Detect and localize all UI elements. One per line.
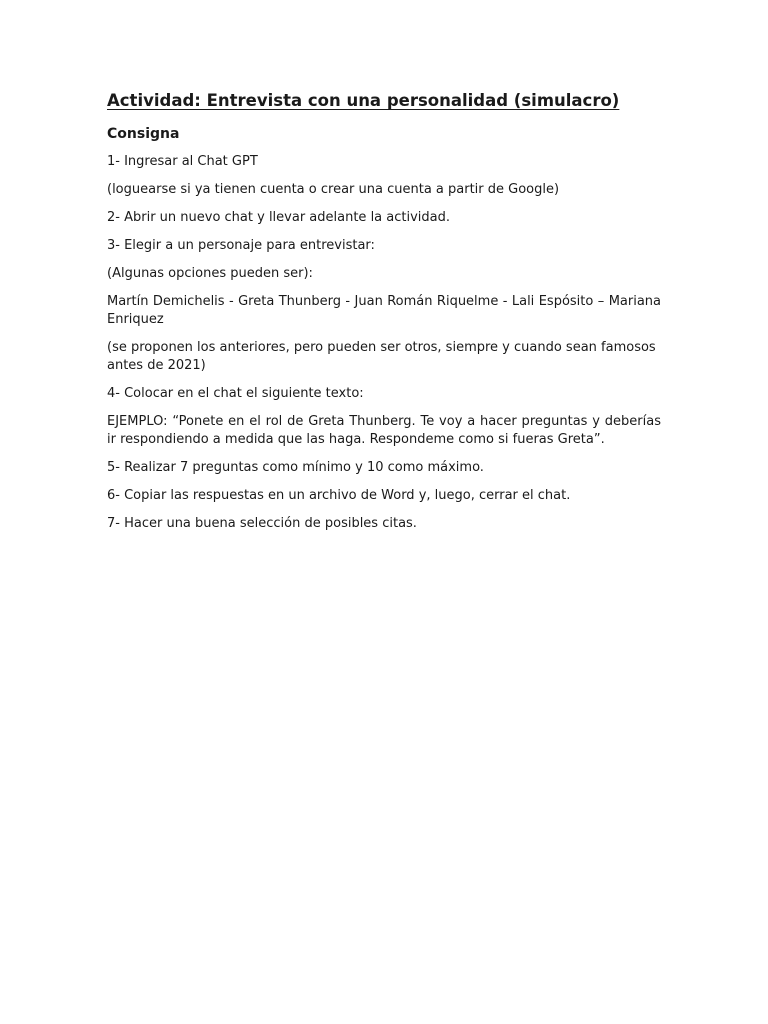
step-5: 5- Realizar 7 preguntas como mínimo y 10 como máximo.	[107, 460, 484, 475]
step-6: 6- Copiar las respuestas en un archivo de Word y, luego, cerrar el chat.	[107, 488, 571, 503]
step-3: 3- Elegir a un personaje para entrevistar:	[107, 238, 375, 253]
document-title: Actividad: Entrevista con una personalidad (simulacro)	[107, 91, 620, 110]
step-7: 7- Hacer una buena selección de posibles citas.	[107, 516, 417, 531]
step-2: 2- Abrir un nuevo chat y llevar adelante la actividad.	[107, 210, 451, 225]
step-3-note: (Algunas opciones pueden ser):	[107, 266, 313, 281]
step-1: 1- Ingresar al Chat GPT	[107, 154, 258, 169]
section-heading: Consigna	[107, 126, 180, 142]
step-4: 4- Colocar en el chat el siguiente texto:	[107, 386, 364, 401]
character-options-note: (se proponen los anteriores, pero pueden ser otros, siempre y cuando sean famosos antes de 2021)	[107, 340, 656, 373]
document-page	[107, 88, 661, 543]
character-options: Martín Demichelis - Greta Thunberg - Juan Román Riquelme - Lali Espósito – Mariana Enriquez	[107, 294, 661, 327]
step-1-note: (loguearse si ya tienen cuenta o crear una cuenta a partir de Google)	[107, 182, 560, 197]
example-prompt: EJEMPLO: “Ponete en el rol de Greta Thunberg. Te voy a hacer preguntas y deberías ir respondiendo a medida que las haga. Respondeme como si fueras Greta”.	[107, 414, 661, 447]
